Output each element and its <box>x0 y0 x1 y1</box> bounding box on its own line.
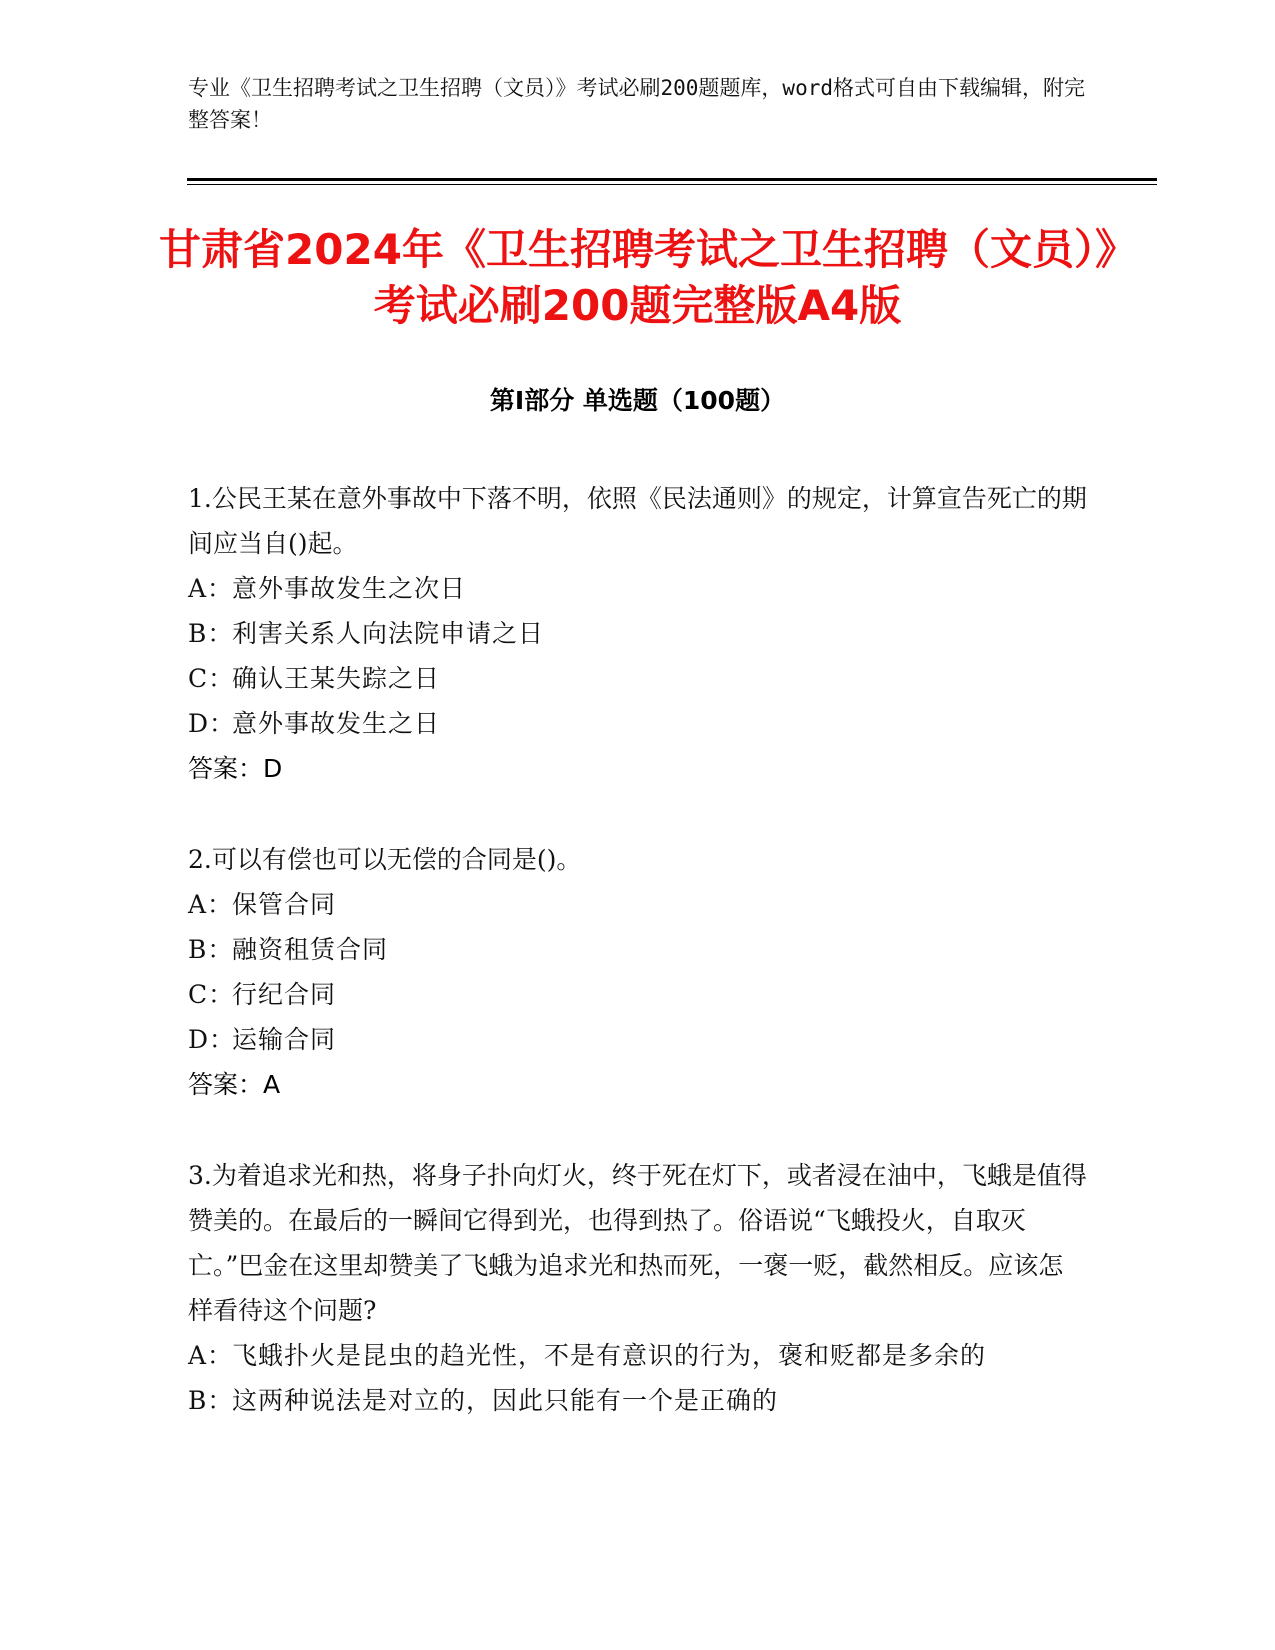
option-b <box>188 1378 1088 1423</box>
option-a <box>188 1333 1088 1378</box>
header-note: 专业《卫生招聘考试之卫生招聘（文员）》考试必刷200题题库，word格式可自由下载编辑，附完整答案！ <box>188 76 1085 132</box>
answer-line: 答案：A <box>188 1070 281 1099</box>
option-key: C： <box>188 664 235 693</box>
option-b <box>188 611 1088 656</box>
option-text: 确认王某失踪之日 <box>232 664 441 693</box>
option-key: B： <box>188 935 234 964</box>
option-text: 行纪合同 <box>232 980 337 1009</box>
header-rule-thick <box>187 178 1157 181</box>
option-text: 保管合同 <box>232 890 337 919</box>
question-stem: 3.为着追求光和热，将身子扑向灯火，终于死在灯下，或者浸在油中，飞蛾是值得赞美的。在最后的一瞬间它得到光，也得到热了。俗语说“飞蛾投火，自取灭亡。”巴金在这里却赞美了飞蛾为追求光和热而死，一褒一贬，截然相反。应该怎样看待这个问题? <box>188 1161 1087 1325</box>
answer-line: 答案：D <box>188 754 283 783</box>
option-key: B： <box>188 619 234 648</box>
option-text: 运输合同 <box>232 1025 337 1054</box>
question-3 <box>188 1153 1088 1423</box>
question-1 <box>188 476 1088 791</box>
option-key: C： <box>188 980 235 1009</box>
option-key: D： <box>188 709 236 738</box>
header-rule-thin <box>187 184 1157 185</box>
option-a <box>188 566 1088 611</box>
option-text: 融资租赁合同 <box>232 935 389 964</box>
option-key: B： <box>188 1386 234 1415</box>
question-2 <box>188 837 1088 1107</box>
option-c <box>188 972 1088 1017</box>
option-key: D： <box>188 1025 236 1054</box>
option-key: A： <box>188 890 234 919</box>
question-stem: 1.公民王某在意外事故中下落不明，依照《民法通则》的规定，计算宣告死亡的期间应当自()起。 <box>188 484 1087 558</box>
question-stem: 2.可以有偿也可以无偿的合同是()。 <box>188 845 582 874</box>
option-text: 飞蛾扑火是昆虫的趋光性，不是有意识的行为，褒和贬都是多余的 <box>232 1341 987 1370</box>
option-text: 意外事故发生之日 <box>232 709 441 738</box>
option-a <box>188 882 1088 927</box>
option-key: A： <box>188 1341 234 1370</box>
option-text: 意外事故发生之次日 <box>232 574 467 603</box>
question-list <box>188 476 1088 1469</box>
section-heading: 第Ⅰ部分 单选题（100题） <box>489 386 786 415</box>
option-text: 这两种说法是对立的，因此只能有一个是正确的 <box>232 1386 779 1415</box>
option-text: 利害关系人向法院申请之日 <box>232 619 545 648</box>
option-d <box>188 701 1088 746</box>
option-key: A： <box>188 574 234 603</box>
option-b <box>188 927 1088 972</box>
option-d <box>188 1017 1088 1062</box>
document-title: 甘肃省2024年《卫生招聘考试之卫生招聘（文员）》考试必刷200题完整版A4版 <box>159 225 1116 330</box>
option-c <box>188 656 1088 701</box>
